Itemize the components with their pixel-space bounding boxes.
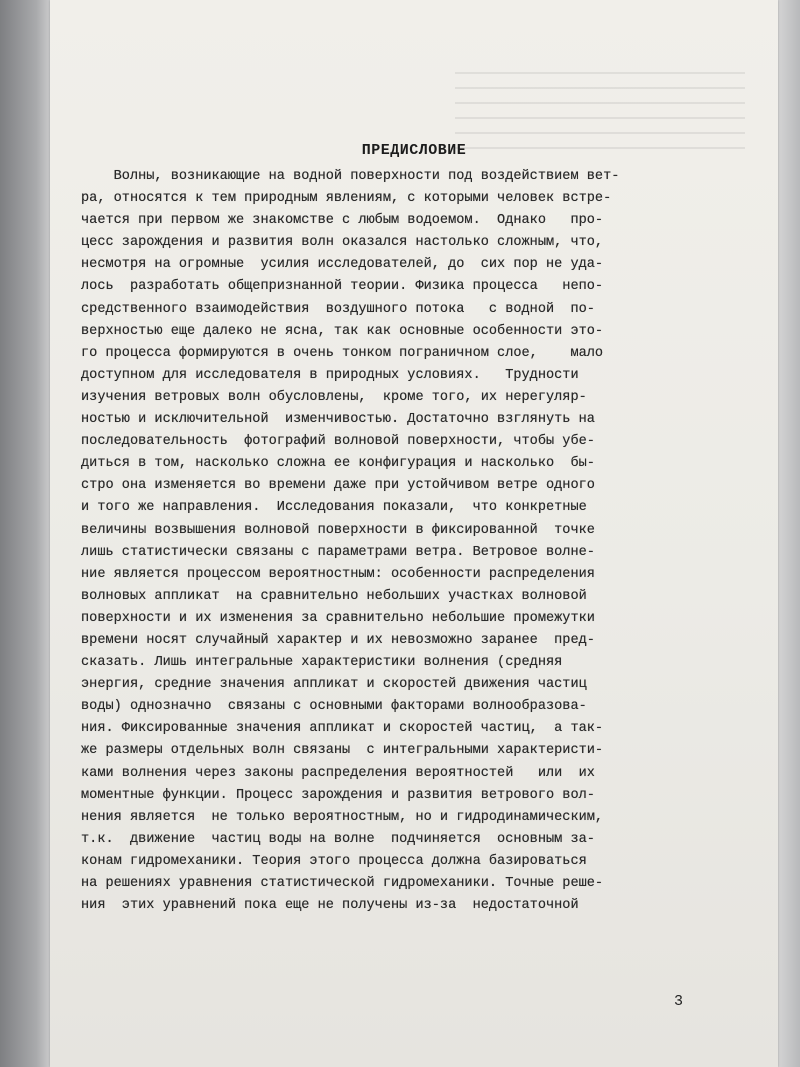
text-line: энергия, средние значения аппликат и скоростей движения частиц [81,677,587,693]
text-line: волновых аппликат на сравнительно небольших участках волновой [81,588,587,604]
text-line: изучения ветровых волн обусловлены, кроме того, их нерегуляр- [81,389,587,405]
text-line: поверхности и их изменения за сравнительно небольшие промежутки [81,610,595,626]
text-line: ностью и исключительной изменчивостью. Достаточно взглянуть на [81,412,595,428]
page-number: 3 [674,993,684,1010]
preface-body [81,166,701,917]
text-line: и того же направления. Исследования показали, что конкретные [81,500,587,516]
text-line: т.к. движение частиц воды на волне подчиняется основным за- [81,831,595,847]
text-line: го процесса формируются в очень тонком пограничном слое, мало [81,345,604,361]
text-line: стро она изменяется во времени даже при устойчивом ветре одного [81,478,595,494]
text-line: Волны, возникающие на водной поверхности под воздействием вет- [81,169,620,184]
text-line: воды) однозначно связаны с основными факторами волнообразова- [81,699,587,715]
text-line: сказать. Лишь интегральные характеристики волнения (средняя [81,655,563,671]
page-heading: ПРЕДИСЛОВИЕ [361,142,467,159]
text-line: цесс зарождения и развития волн оказался настолько сложным, что, [81,235,604,251]
text-line: ра, относятся к тем природным явлениям, с которыми человек встре- [81,191,612,207]
text-line: доступном для исследователя в природных условиях. Трудности [81,367,579,383]
text-line: величины возвышения волновой поверхности в фиксированной точке [81,522,595,538]
text-line: ния этих уравнений пока еще не получены из-за недостаточной [81,898,579,914]
text-line: лось разработать общепризнанной теории. Физика процесса непо- [81,279,604,295]
text-line: же размеры отдельных волн связаны с интегральными характеристи- [81,743,604,759]
text-line: нения является не только вероятностным, но и гидродинамическим, [81,809,604,825]
text-line: верхностью еще далеко не ясна, так как основные особенности это- [81,323,604,339]
text-line: чается при первом же знакомстве с любым водоемом. Однако про- [81,213,604,229]
text-line: последовательность фотографий волновой поверхности, чтобы убе- [81,434,595,450]
book-page [50,0,778,1067]
text-line: несмотря на огромные усилия исследователей, до сих пор не уда- [81,257,604,273]
text-line: лишь статистически связаны с параметрами ветра. Ветровое волне- [81,544,595,560]
text-line: ками волнения через законы распределения вероятностей или их [81,765,595,781]
text-line: на решениях уравнения статистической гидромеханики. Точные реше- [81,876,604,891]
text-line: времени носят случайный характер и их невозможно заранее пред- [81,632,595,648]
text-line: моментные функции. Процесс зарождения и развития ветрового вол- [81,787,595,803]
text-line: конам гидромеханики. Теория этого процесса должна базироваться [81,853,587,869]
text-line: ние является процессом вероятностным: особенности распределения [81,566,595,582]
background-right-edge [778,0,800,1067]
background-left-edge [0,0,52,1067]
text-line: ния. Фиксированные значения аппликат и скоростей частиц, а так- [81,721,604,737]
text-line: средственного взаимодействия воздушного потока с водной по- [81,301,595,317]
text-line: диться в том, насколько сложна ее конфигурация и насколько бы- [81,456,595,472]
